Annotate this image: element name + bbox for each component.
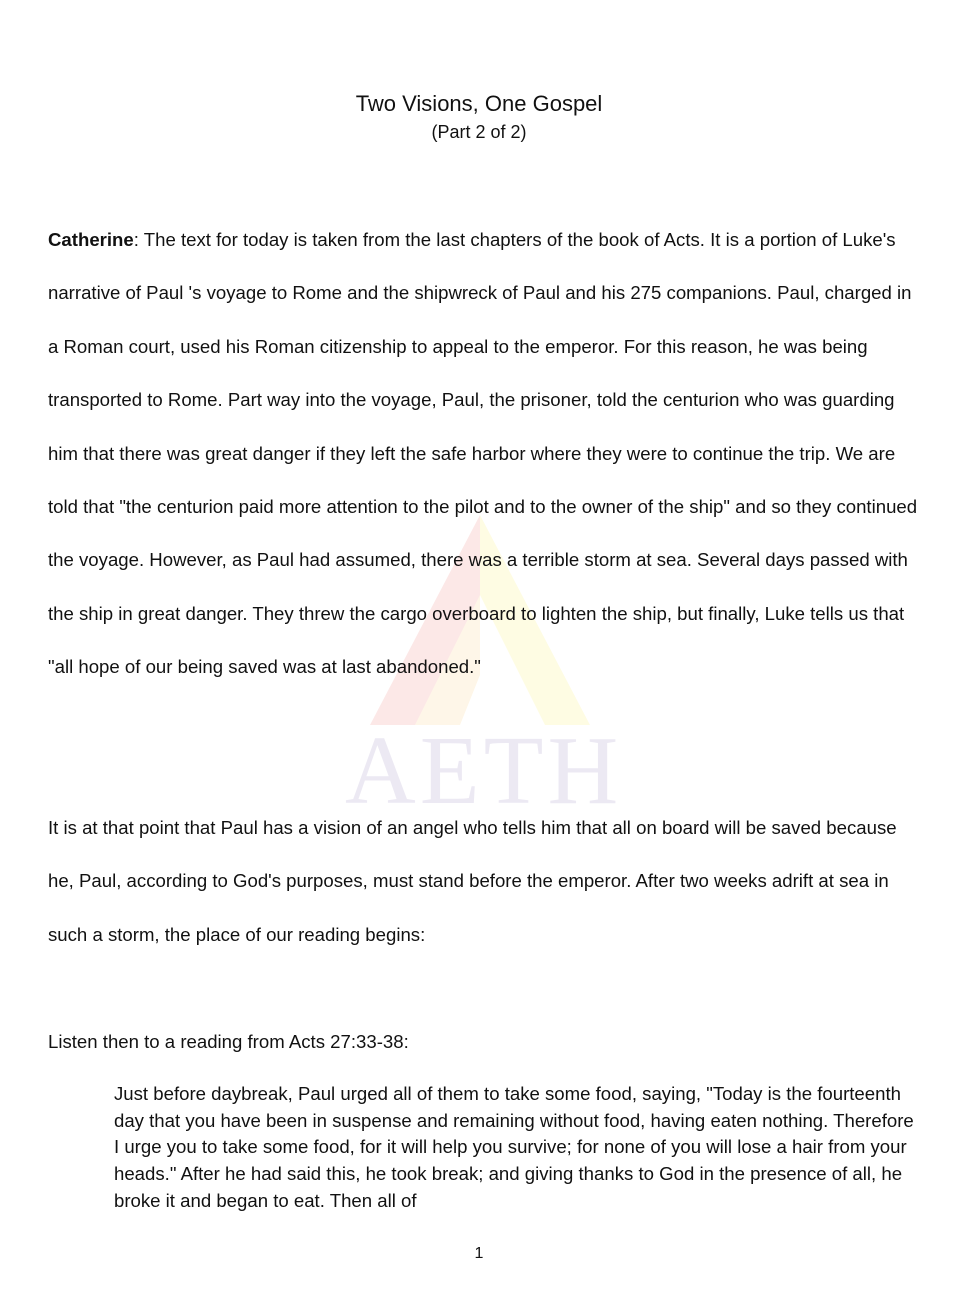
speaker-name: Catherine <box>48 229 134 250</box>
paragraph-reading-intro: Listen then to a reading from Acts 27:33-38: <box>48 1031 409 1052</box>
paragraph-intro-text: : The text for today is taken from the last chapters of the book of Acts. It is a portion of Luke's narrative of Paul 's voyage to Rome and the shipwreck of Paul and his 275 companions. Paul, charged in a Roman court, used his Roman citizenship to appeal to the emperor. For this reason, he was being transported to Rome. Part way into the voyage, Paul, the prisoner, told the centurion who was guarding him that there was great danger if they left the safe harbor where they were to continue the trip. We are told that "the centurion paid more attention to the pilot and to the owner of the ship" and so they continued the voyage. However, as Paul had assumed, there was a terrible storm at sea. Several days passed with the ship in great danger. They threw the cargo overboard to lighten the ship, but finally, Luke tells us that "all hope of our being saved was at last abandoned." <box>48 229 918 678</box>
scripture-quote: Just before daybreak, Paul urged all of them to take some food, saying, "Today is the fourteenth day that you have been in suspense and remaining without food, having eaten nothing. Therefore I urge you to take some food, for it will help you survive; for none of you will lose a hair from your heads." After he had said this, he took break; and giving thanks to God in the presence of all, he broke it and began to eat. Then all of <box>114 1083 914 1211</box>
page-number: 1 <box>474 1245 484 1262</box>
page-subtitle: (Part 2 of 2) <box>431 122 527 142</box>
page-title: Two Visions, One Gospel <box>355 91 603 116</box>
paragraph-intro <box>48 213 918 694</box>
paragraph-vision: It is at that point that Paul has a vision of an angel who tells him that all on board will be saved because he, Paul, according to God's purposes, must stand before the emperor. After two weeks adrift at sea in such a storm, the place of our reading begins: <box>48 817 897 945</box>
watermark-text: AETH <box>345 717 623 825</box>
